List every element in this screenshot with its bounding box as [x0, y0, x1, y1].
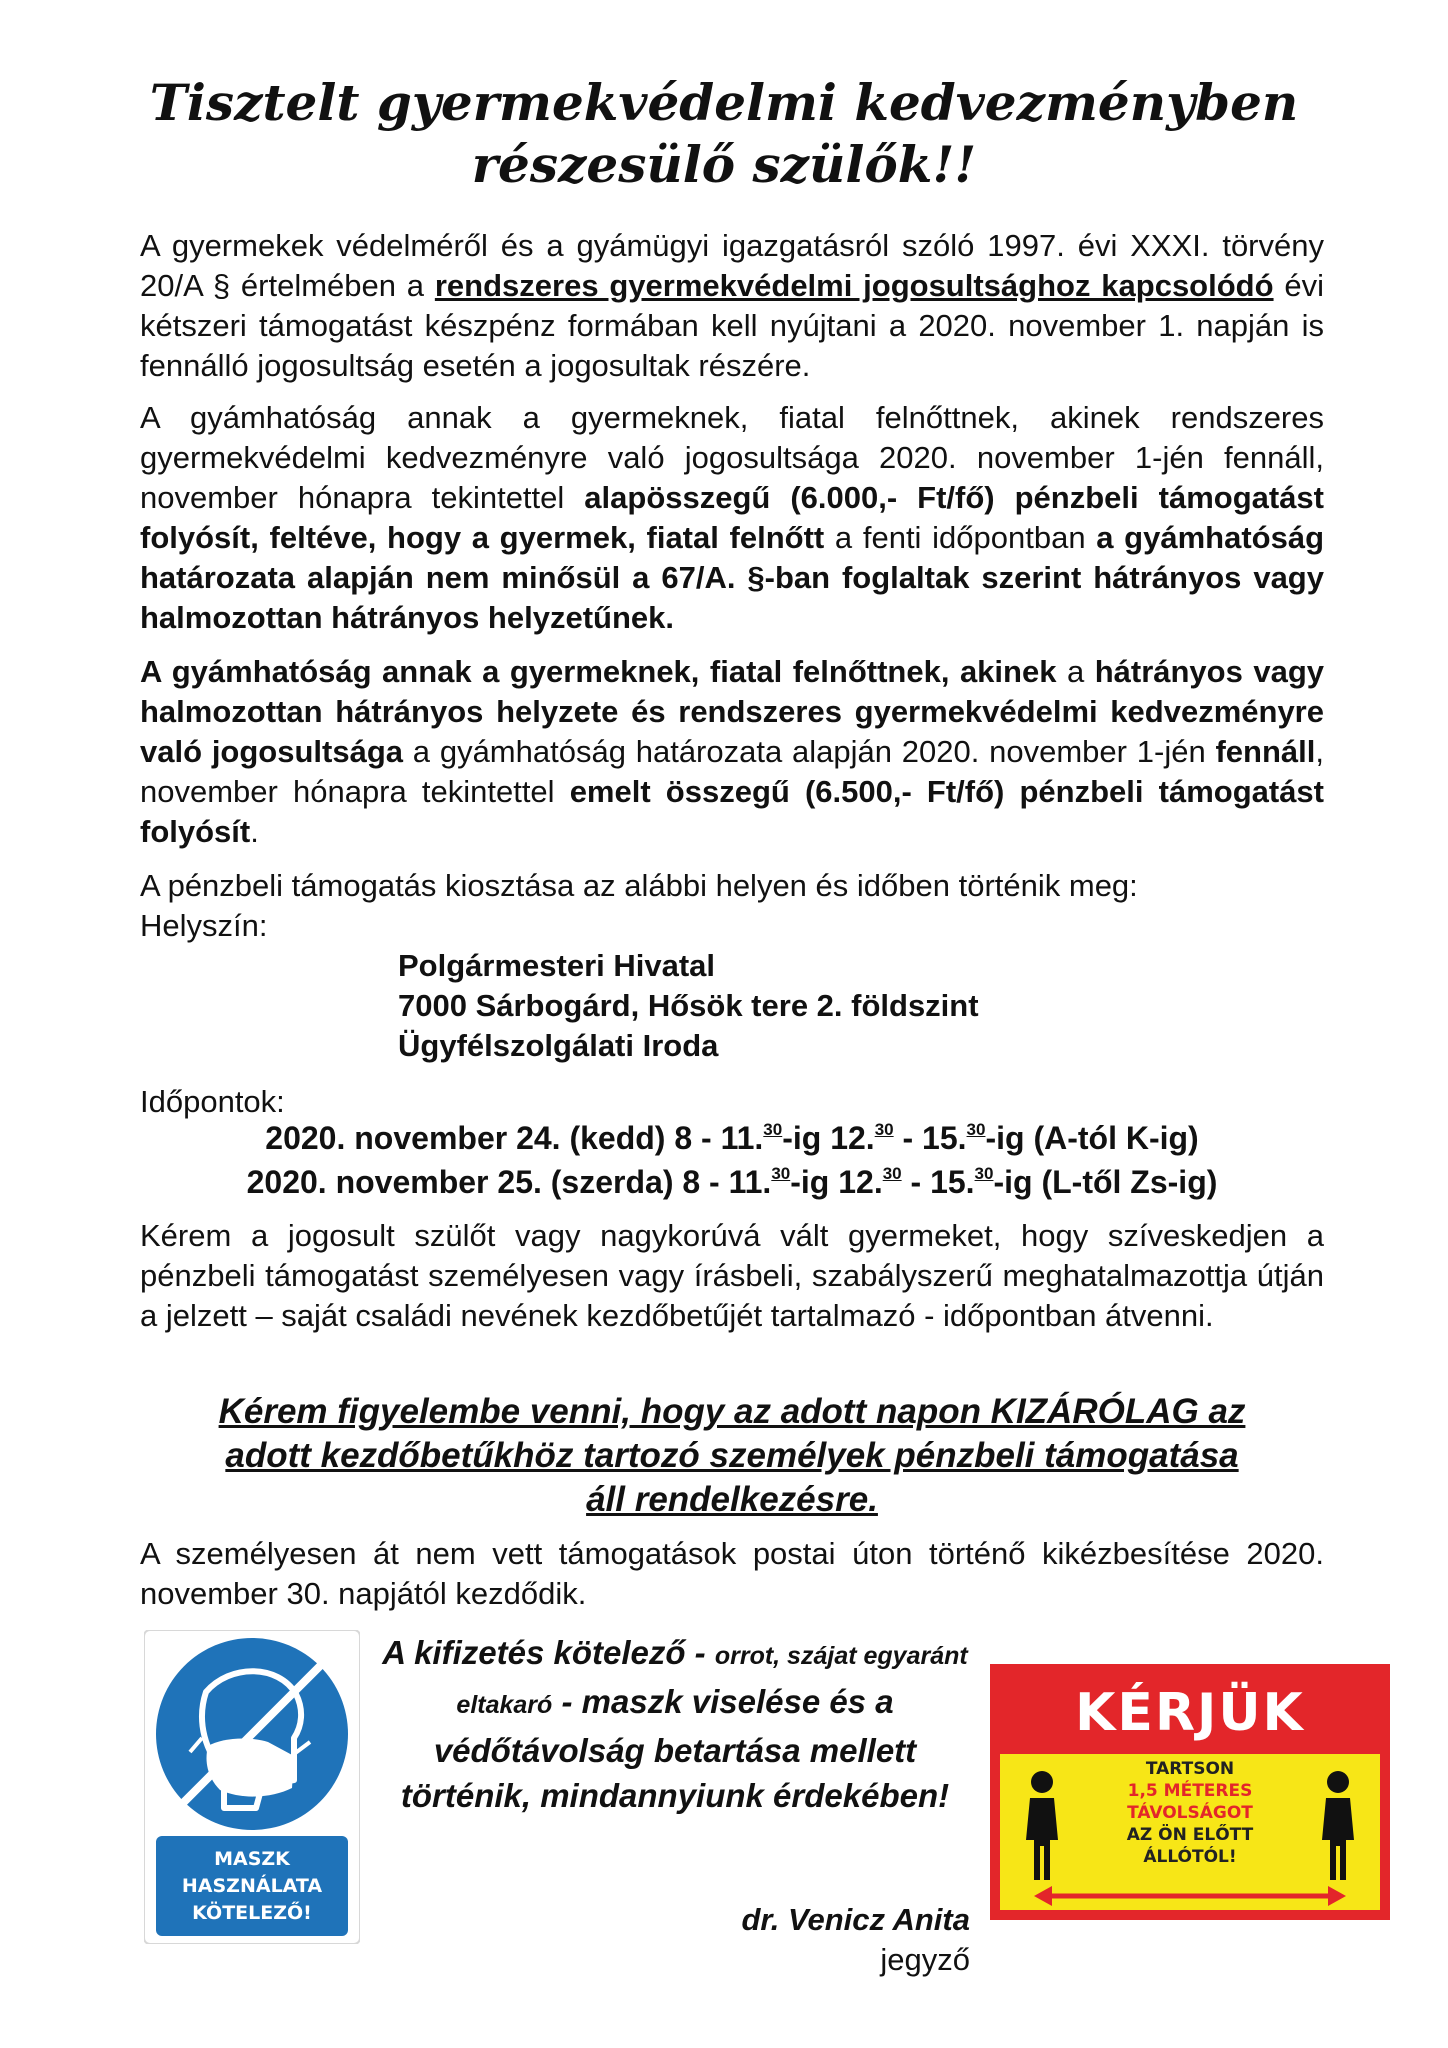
mask-sign-label	[156, 1836, 348, 1936]
text-run: évi kétszeri támogatást készpénz formában kell nyújtani a 2020. november 1. napján is fennálló jogosultság esetén a jogosultak részére.	[140, 268, 1324, 383]
text-run: -ig 12.	[782, 1120, 875, 1156]
mask-requirement-text	[380, 1630, 970, 1818]
signature-role: jegyző	[880, 1942, 970, 1977]
distance-sign-line-4: AZ ÖN ELŐTT	[1126, 1825, 1254, 1845]
text-run: A gyámhatóság annak a gyermeknek, fiatal felnőttnek, akinek rendszeres gyermekvédelmi kedvezményre való jogosultsága 2020. november 1-jén fennáll, november hónapra tekintettel	[140, 400, 1324, 515]
text-run: 2020. november 25. (szerda) 8 - 11.	[246, 1164, 772, 1200]
text-run: -	[685, 1634, 715, 1671]
schedule-block	[140, 1116, 1324, 1204]
text-run: A kifizetés kötelező	[382, 1634, 686, 1671]
text-run: A gyermekek védelméről és a gyámügyi igazgatásról szóló 1997. évi XXXI. törvény 20/A § értelmében a	[140, 228, 1324, 303]
address-line-1: Polgármesteri Hivatal	[398, 948, 716, 983]
text-run: .	[250, 814, 259, 849]
superscript: 30	[974, 1164, 994, 1183]
text-run: maszk viselése és a védőtávolság betartása mellett történik, mindannyiunk érdekében!	[400, 1683, 950, 1814]
paragraph-postal-delivery	[140, 1534, 1324, 1614]
distance-sign-title: KÉRJÜK	[1075, 1683, 1305, 1743]
text-run: a	[1056, 654, 1095, 689]
text-run: - 15.	[901, 1164, 975, 1200]
signature-name: dr. Venicz Anita	[741, 1902, 970, 1937]
text-run: a fenti időpontban	[824, 520, 1097, 555]
postal-delivery-text: A személyesen át nem vett támogatások postai úton történő kikézbesítése 2020. november 30. napjától kezdődik.	[140, 1536, 1324, 1611]
title-line-2: részesülő szülők!!	[471, 135, 977, 194]
distance-sign-text	[1090, 1758, 1290, 1868]
distance-sign-line-2: 1,5 MÉTERES	[1127, 1781, 1253, 1801]
text-run: a gyámhatóság határozata alapján 2020. november 1-jén	[403, 734, 1216, 769]
bold-text: emelt összegű (6.500,- Ft/fő) pénzbeli támogatást folyósít	[140, 774, 1324, 849]
schedule-line-2	[140, 1160, 1324, 1204]
text-run: , november hónapra tekintettel	[140, 734, 1325, 809]
distance-sign-line-3: TÁVOLSÁGOT	[1127, 1803, 1253, 1823]
distance-sign-line-1: TARTSON	[1145, 1759, 1235, 1779]
notice-line-3: áll rendelkezésre.	[586, 1480, 878, 1519]
distribution-intro: A pénzbeli támogatás kiosztása az alábbi helyen és időben történik meg:	[140, 868, 1138, 903]
superscript: 30	[882, 1164, 902, 1183]
notice-line-2: adott kezdőbetűkhöz tartozó személyek pénzbeli támogatása	[225, 1436, 1239, 1475]
superscript: 30	[763, 1120, 783, 1139]
notice-line-1: Kérem figyelembe venni, hogy az adott napon KIZÁRÓLAG az	[218, 1392, 1246, 1431]
bold-text: a gyámhatóság határozata alapján nem minősül a 67/A. §-ban foglaltak szerint hátrányos vagy halmozottan hátrányos helyzetűnek.	[140, 520, 1325, 635]
superscript: 30	[874, 1120, 894, 1139]
text-run: - 15.	[893, 1120, 967, 1156]
text-run: -ig 12.	[790, 1164, 883, 1200]
times-label-text: Időpontok:	[140, 1084, 285, 1119]
text-run-small: orrot, szájat egyaránt eltakaró	[456, 1642, 968, 1719]
important-notice	[140, 1390, 1324, 1522]
location-label: Helyszín:	[140, 908, 268, 943]
mask-sign-line-2: HASZNÁLATA	[181, 1874, 323, 1897]
underlined-bold-text: rendszeres gyermekvédelmi jogosultsághoz kapcsolódó	[434, 268, 1274, 303]
distance-sign-line-5: ÁLLÓTÓL!	[1143, 1847, 1237, 1867]
address-line-3: Ügyfélszolgálati Iroda	[398, 1028, 719, 1063]
bold-text: fennáll	[1215, 734, 1316, 769]
schedule-line-1	[140, 1116, 1324, 1160]
paragraph-law-reference	[140, 226, 1324, 386]
text-run: -	[552, 1683, 582, 1720]
address-line-2: 7000 Sárbogárd, Hősök tere 2. földszint	[398, 988, 979, 1023]
text-run: -ig (L-től Zs-ig)	[993, 1164, 1218, 1200]
page-title	[140, 72, 1308, 196]
bold-text: hátrányos vagy halmozottan hátrányos helyzete és rendszeres gyermekvédelmi kedvezményre való jogosultsága	[140, 654, 1324, 769]
paragraph-increased-amount	[140, 652, 1324, 852]
text-run: -ig (A-tól K-ig)	[985, 1120, 1199, 1156]
superscript: 30	[771, 1164, 791, 1183]
superscript: 30	[966, 1120, 986, 1139]
mask-sign-line-3: KÖTELEZŐ!	[192, 1901, 312, 1924]
mask-sign-line-1: MASZK	[214, 1847, 290, 1870]
paragraph-collection-request	[140, 1216, 1324, 1336]
paragraph-base-amount	[140, 398, 1324, 638]
bold-text: alapösszegű (6.000,- Ft/fő) pénzbeli támogatást folyósít, feltéve, hogy a gyermek, fiatal felnőtt	[140, 480, 1324, 555]
bold-text: A gyámhatóság annak a gyermeknek, fiatal felnőttnek, akinek	[140, 654, 1057, 689]
address-block	[398, 946, 979, 1066]
text-run: 2020. november 24. (kedd) 8 - 11.	[265, 1120, 764, 1156]
collection-request-text: Kérem a jogosult szülőt vagy nagykorúvá vált gyermeket, hogy szíveskedjen a pénzbeli támogatást személyesen vagy írásbeli, szabályszerű meghatalmazottja útján a jelzett – saját családi nevének kezdőbetűjét tartalmazó - időpontban átvenni.	[140, 1218, 1324, 1333]
paragraph-distribution-intro	[140, 866, 1324, 946]
title-line-1: Tisztelt gyermekvédelmi kedvezményben	[149, 73, 1299, 132]
